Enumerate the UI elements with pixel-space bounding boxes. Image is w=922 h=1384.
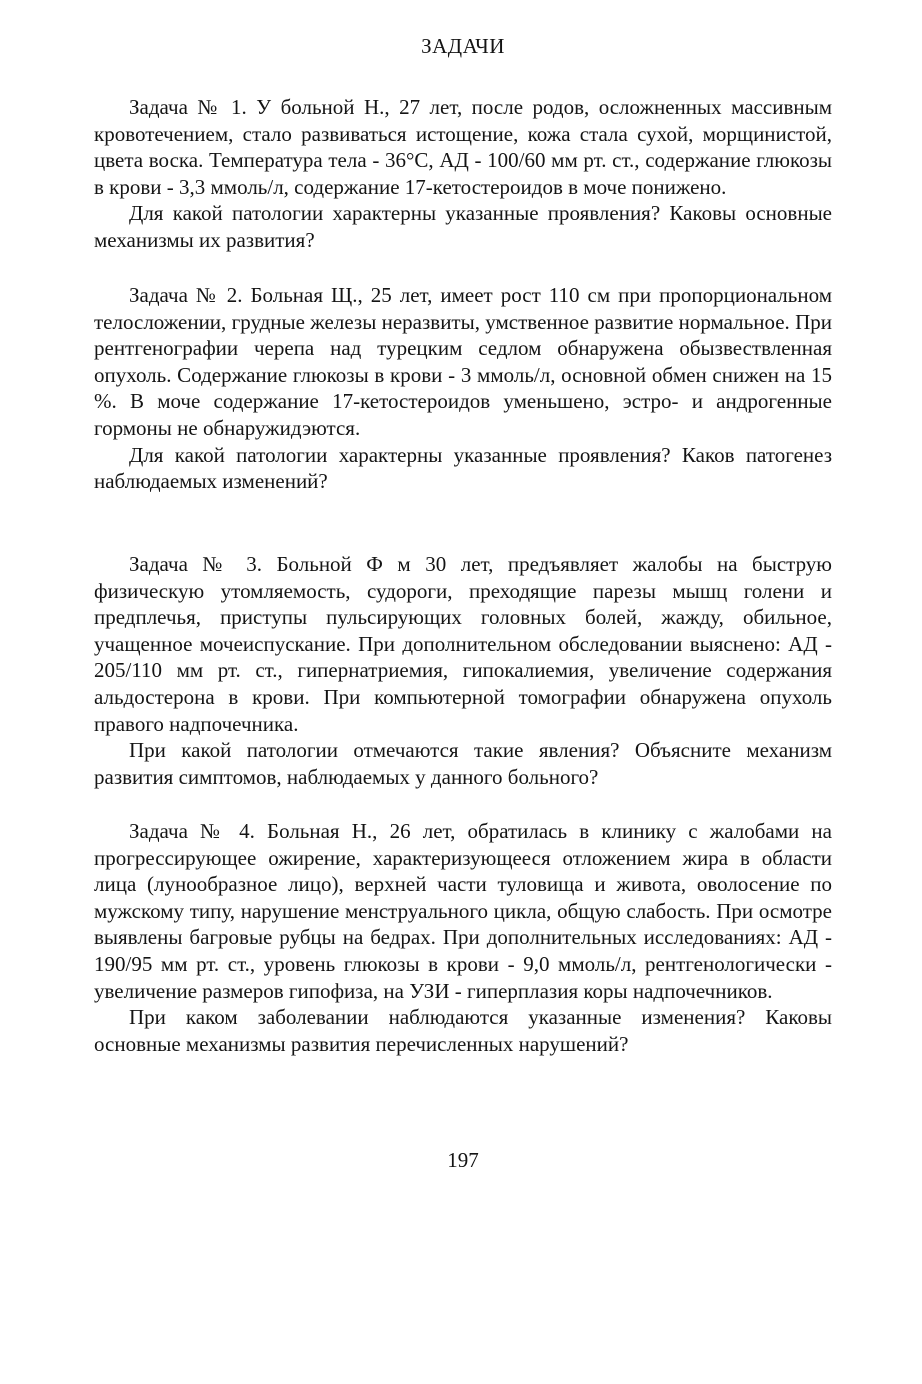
task-3-question: При какой патологии отмечаются такие явления? Объясните механизм развития симптомов, наблюдаемых у данного больного? [94,738,832,789]
task-3-condition: Задача № 3. Больной Ф м 30 лет, предъявляет жалобы на быструю физическую утомляемость, судороги, преходящие парезы мышц голени и предплечья, приступы пульсирующих головных болей, жажду, обильное, учащенное мочеиспускание. При дополнительном обследовании выяснено: АД - 205/110 мм рт. ст., гипернатриемия, гипокалиемия, увеличение содержания альдостерона в крови. При компьютерной томографии обнаружена опухоль правого надпочечника. [94,552,832,736]
task-4-question: При каком заболевании наблюдаются указанные изменения? Каковы основные механизмы развития перечисленных нарушений? [94,1005,832,1056]
task-3 [94,551,832,790]
task-4 [94,818,832,1057]
task-2-condition: Задача № 2. Больная Щ., 25 лет, имеет рост 110 см при пропорциональном телосложении, грудные железы неразвиты, умственное развитие нормальное. При рентгенографии черепа над турецким седлом обнаружена обызвествленная опухоль. Содержание глюкозы в крови - 3 ммоль/л, основной обмен снижен на 15 %. В моче содержание 17-кетостероидов уменьшено, эстро- и андрогенные гормоны не обнаружидэются. [94,283,832,440]
task-1-condition: Задача № 1. У больной Н., 27 лет, после родов, осложненных массивным кровотечением, стало развиваться истощение, кожа стала сухой, морщинистой, цвета воска. Температура тела - 36°С, АД - 100/60 мм рт. ст., содержание глюкозы в крови - 3,3 ммоль/л, содержание 17-кетостероидов в моче понижено. [94,95,832,199]
task-2-question: Для какой патологии характерны указанные проявления? Каков патогенез наблюдаемых изменений? [94,442,832,494]
task-1-question: Для какой патологии характерны указанные проявления? Каковы основные механизмы их развития? [94,201,832,252]
task-1 [94,94,832,254]
task-2 [94,282,832,495]
page-title: ЗАДАЧИ [421,34,505,58]
task-4-condition: Задача № 4. Больная Н., 26 лет, обратилась в клинику с жалобами на прогрессирующее ожирение, характеризующееся отложением жира в области лица (лунообразное лицо), верхней части туловища и живота, оволосение по мужскому типу, нарушение менструального цикла, общую слабость. При осмотре выявлены багровые рубцы на бедрах. При дополнительных исследованиях: АД - 190/95 мм рт. ст., уровень глюкозы в крови - 9,0 ммоль/л, рентгенологически - увеличение размеров гипофиза, на УЗИ - гиперплазия коры надпочечников. [94,819,832,1003]
page-number: 197 [447,1148,479,1172]
